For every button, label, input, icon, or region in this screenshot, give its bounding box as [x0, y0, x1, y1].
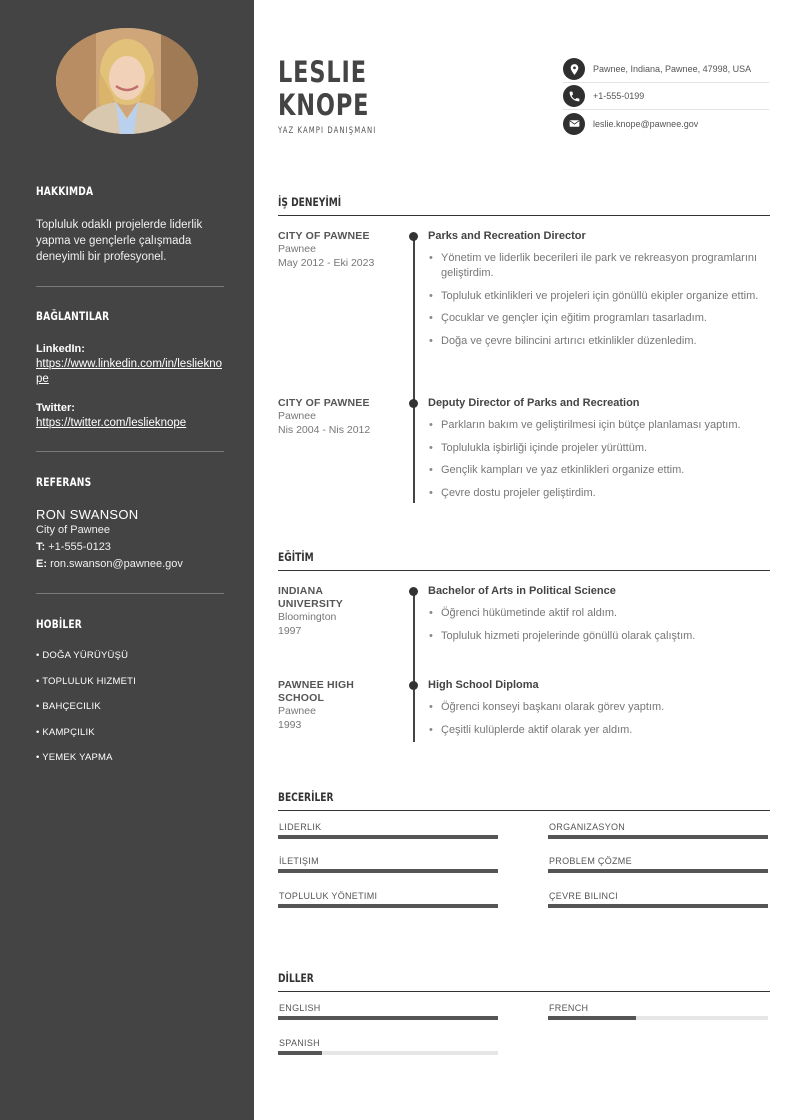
job-title: YAZ KAMPI DANIŞMANI — [278, 126, 377, 136]
skill-bar-fill — [548, 869, 768, 873]
skill-bar-fill — [278, 869, 498, 873]
employment-dates: May 2012 - Eki 2023 — [278, 256, 375, 269]
hobbies-section — [36, 617, 224, 631]
education-entry-detail — [428, 585, 768, 651]
experience-entry-detail — [428, 397, 768, 508]
achievement-item: • Öğrenci hükümetinde aktif rol aldım. — [428, 606, 768, 621]
reference-email-row — [36, 556, 224, 573]
skill-item — [548, 822, 768, 839]
skill-bar-fill — [278, 904, 498, 908]
education-heading — [278, 548, 770, 571]
job-role: Parks and Recreation Director — [428, 230, 586, 242]
reference-phone-row — [36, 539, 224, 556]
graduation-year: 1997 — [278, 624, 302, 637]
experience-heading-text: İŞ DENEYİMİ — [278, 195, 342, 209]
linkedin-label: LinkedIn: — [36, 343, 85, 355]
education-timeline — [413, 591, 415, 742]
language-bar-fill — [278, 1051, 322, 1055]
skill-item — [548, 856, 768, 873]
employer: CITY OF PAWNEE — [278, 397, 370, 409]
reference-name: RON SWANSON — [36, 507, 139, 522]
responsibility-list — [428, 418, 768, 501]
reference-phone-label: T: — [36, 541, 46, 553]
skills-heading-text: BECERİLER — [278, 790, 334, 804]
about-text-wrap — [36, 217, 224, 265]
language-label: ENGLISH — [279, 1003, 321, 1013]
sidebar-divider — [36, 593, 224, 594]
achievement-item: • Çeşitli kulüplerde aktif olarak yer aldım. — [428, 723, 768, 738]
languages-heading — [278, 969, 770, 992]
education-entry-meta — [278, 679, 388, 732]
phone-icon — [563, 85, 585, 107]
language-bar-fill — [278, 1016, 498, 1020]
timeline-dot — [409, 232, 418, 241]
job-role: Deputy Director of Parks and Recreation — [428, 397, 640, 409]
phone-text: +1-555-0199 — [593, 91, 645, 101]
skill-bar-fill — [278, 835, 498, 839]
school: INDIANA UNIVERSITY — [278, 585, 344, 610]
language-item — [278, 1038, 498, 1055]
hobby-item: • YEMEK YAPMA — [36, 752, 113, 763]
hobbies-list — [36, 650, 224, 778]
employment-dates: Nis 2004 - Nis 2012 — [278, 423, 371, 436]
reference-org: City of Pawnee — [36, 524, 110, 536]
employer-location: Pawnee — [278, 410, 316, 422]
skill-bar — [548, 904, 768, 908]
language-bar-fill — [548, 1016, 636, 1020]
responsibility-item: • Yönetim ve liderlik becerileri ile park ve rekreasyon programlarını geliştirdim. — [428, 251, 768, 281]
contact-email — [563, 110, 769, 137]
responsibility-item: • Topluluk etkinlikleri ve projeleri için gönüllü ekipler organize ettim. — [428, 289, 768, 304]
responsibility-item: • Doğa ve çevre bilincini artırıcı etkinlikler düzenledim. — [428, 334, 768, 349]
achievement-list — [428, 606, 768, 644]
hobby-item: • KAMPÇILIK — [36, 726, 95, 738]
degree: High School Diploma — [428, 679, 539, 691]
about-heading: HAKKIMDA — [36, 184, 94, 198]
achievement-item: • Topluluk hizmeti projelerinde gönüllü olarak çalıştım. — [428, 629, 768, 644]
skill-label: LIDERLIK — [279, 822, 322, 832]
reference-section — [36, 475, 224, 489]
timeline-dot — [409, 587, 418, 596]
language-label: SPANISH — [279, 1038, 320, 1048]
school-location: Pawnee — [278, 705, 316, 717]
hobbies-heading: HOBİLER — [36, 617, 82, 631]
skill-item — [548, 891, 768, 908]
first-name: LESLIE — [278, 55, 367, 89]
hobby-item: • BAHÇECILIK — [36, 701, 101, 712]
timeline-dot — [409, 681, 418, 690]
language-bar — [548, 1016, 768, 1020]
responsibility-item: • Çevre dostu projeler geliştirdim. — [428, 486, 768, 501]
skill-label: TOPLULUK YÖNETIMI — [279, 891, 378, 901]
degree: Bachelor of Arts in Political Science — [428, 585, 616, 597]
contact-phone — [563, 83, 769, 110]
skill-label: İLETIŞIM — [279, 856, 319, 866]
twitter-link[interactable]: https://twitter.com/leslieknope — [36, 417, 187, 429]
language-bar — [278, 1016, 498, 1020]
experience-timeline — [413, 236, 415, 503]
experience-entry-meta — [278, 230, 398, 270]
skill-label: ÇEVRE BILINCI — [549, 891, 618, 901]
candidate-name — [278, 56, 369, 122]
responsibility-item: • Parkların bakım ve geliştirilmesi için bütçe planlaması yaptım. — [428, 418, 768, 433]
reference-heading: REFERANS — [36, 475, 92, 489]
portrait-illustration — [56, 28, 198, 134]
skill-bar-fill — [548, 904, 768, 908]
links-section — [36, 309, 224, 323]
last-name: KNOPE — [278, 88, 370, 122]
graduation-year: 1993 — [278, 718, 302, 731]
skill-bar — [278, 869, 498, 873]
employer: CITY OF PAWNEE — [278, 230, 370, 242]
skill-item — [278, 891, 498, 908]
sidebar-divider — [36, 451, 224, 452]
reference-email: ron.swanson@pawnee.gov — [50, 558, 183, 570]
education-entry-detail — [428, 679, 768, 745]
skill-label: PROBLEM ÇÖZME — [549, 856, 632, 866]
contact-address — [563, 56, 769, 83]
experience-heading — [278, 193, 770, 216]
skill-item — [278, 856, 498, 873]
sidebar — [0, 0, 254, 1120]
responsibility-item: • Toplulukla işbirliği içinde projeler yürüttüm. — [428, 441, 768, 456]
skill-bar — [278, 835, 498, 839]
email-text[interactable]: leslie.knope@pawnee.gov — [593, 118, 699, 129]
skill-bar — [548, 869, 768, 873]
linkedin-link[interactable]: https://www.linkedin.com/in/leslieknope — [36, 358, 222, 385]
school-location: Bloomington — [278, 611, 337, 623]
envelope-icon — [563, 113, 585, 135]
languages-heading-text: DİLLER — [278, 971, 314, 985]
responsibility-item: • Çocuklar ve gençler için eğitim programları tasarladım. — [428, 311, 768, 326]
twitter-label: Twitter: — [36, 402, 75, 414]
address-text: Pawnee, Indiana, Pawnee, 47998, USA — [593, 64, 752, 74]
skill-label: ORGANIZASYON — [549, 822, 626, 832]
about-section — [36, 184, 224, 198]
hobby-item: • TOPLULUK HIZMETI — [36, 675, 137, 687]
responsibility-item: • Gençlik kampları ve yaz etkinlikleri organize ettim. — [428, 463, 768, 478]
school: PAWNEE HIGH SCHOOL — [278, 679, 355, 704]
sidebar-divider — [36, 286, 224, 287]
skill-bar — [278, 904, 498, 908]
skill-bar-fill — [548, 835, 768, 839]
language-item — [548, 1003, 768, 1020]
skills-heading — [278, 788, 770, 811]
education-entry-meta — [278, 585, 388, 638]
employer-location: Pawnee — [278, 243, 316, 255]
reference-block — [36, 507, 224, 573]
responsibility-list — [428, 251, 768, 349]
timeline-dot — [409, 399, 418, 408]
location-pin-icon — [563, 58, 585, 80]
experience-entry-detail — [428, 230, 768, 356]
profile-photo — [56, 28, 198, 134]
language-label: FRENCH — [549, 1003, 589, 1013]
reference-email-label: E: — [36, 558, 47, 570]
skill-bar — [548, 835, 768, 839]
education-heading-text: EĞİTİM — [278, 550, 314, 564]
about-text: Topluluk odaklı projelerde liderlik yapma ve gençlerle çalışmada deneyimli bir profesyonel. — [36, 219, 203, 263]
twitter-block — [36, 402, 224, 431]
linkedin-block — [36, 343, 224, 387]
reference-phone: +1-555-0123 — [48, 541, 111, 553]
language-item — [278, 1003, 498, 1020]
hobby-item: • DOĞA YÜRÜYÜŞÜ — [36, 650, 129, 661]
links-heading: BAĞLANTILAR — [36, 309, 110, 323]
achievement-item: • Öğrenci konseyi başkanı olarak görev yaptım. — [428, 700, 768, 715]
language-bar — [278, 1051, 498, 1055]
achievement-list — [428, 700, 768, 738]
skill-item — [278, 822, 498, 839]
experience-entry-meta — [278, 397, 398, 437]
